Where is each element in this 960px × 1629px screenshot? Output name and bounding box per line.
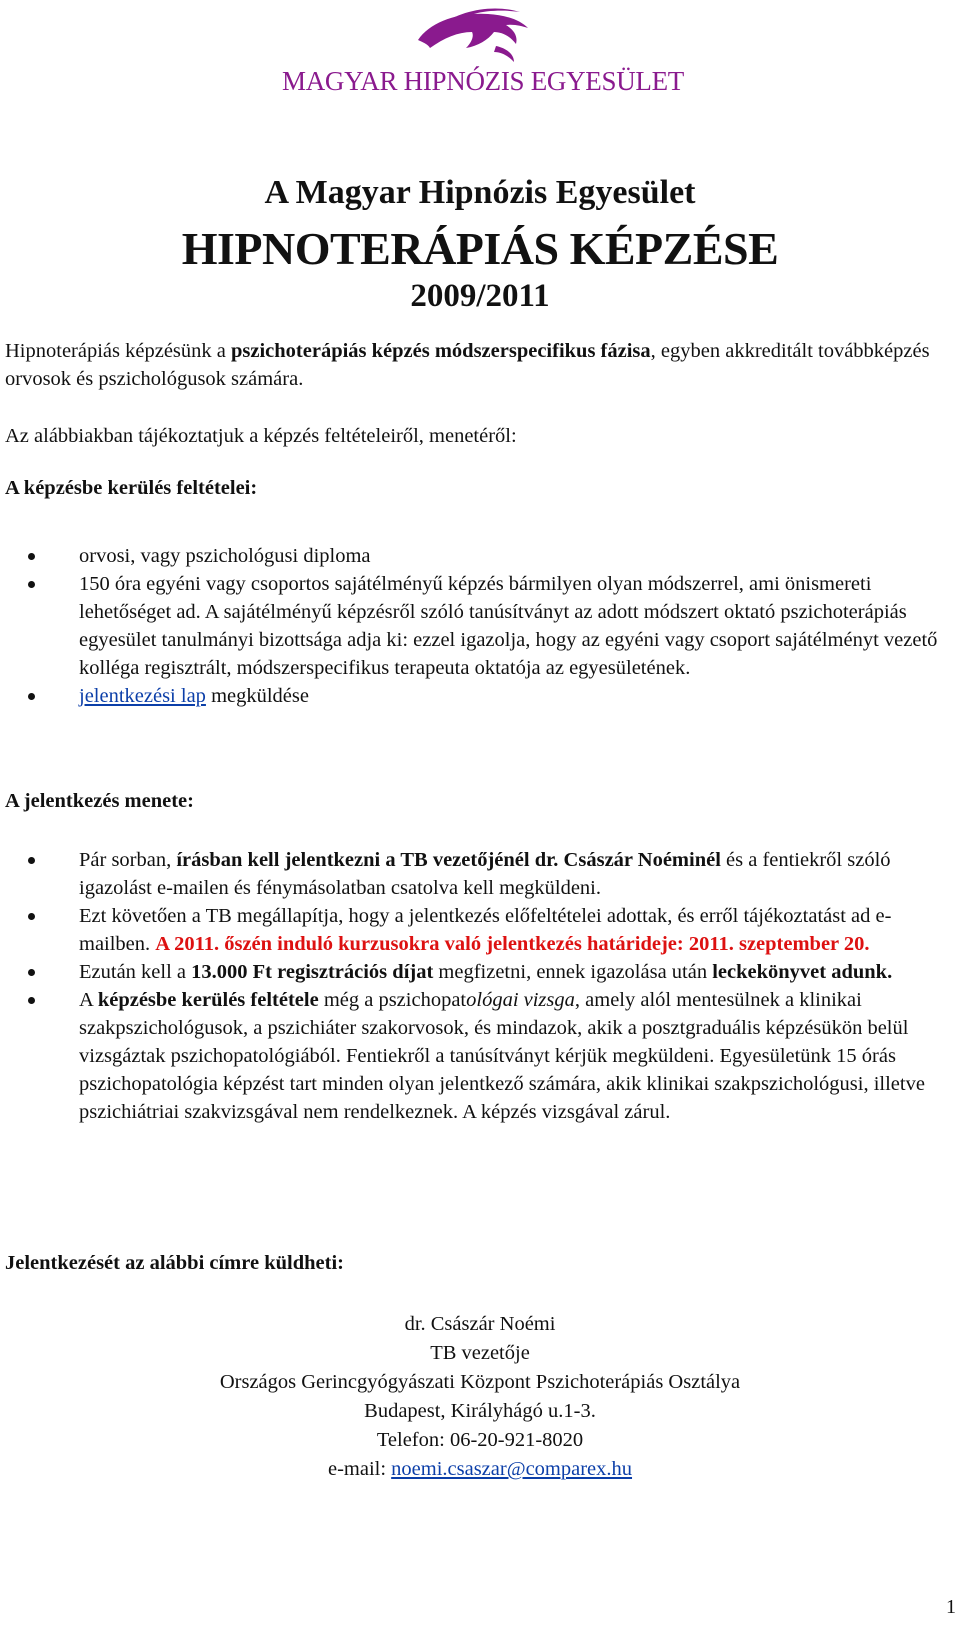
condition-text: orvosi, vagy pszichológusi diploma	[79, 545, 371, 567]
page-number: 1	[946, 1596, 956, 1618]
contact-email-line	[0, 1455, 960, 1484]
logo	[0, 0, 960, 100]
bullet-icon	[28, 693, 35, 700]
contact-city: Budapest, Királyhágó u.1-3.	[364, 1400, 596, 1422]
condition-text: 150 óra egyéni vagy csoportos sajátélményű képzés bármilyen olyan módszerrel, ami önismereti lehetőséget ad. A sajátélményű képzésről szóló tanúsítványt az adott módszert oktató pszichoterápiás egyesület tanulmányi bizottsága adja ki: ezzel igazolja, hogy az egyéni vagy csoport sajátélményt vezető kolléga regisztrált, módszerspecifikus terapeuta oktatója az egyesületének.	[79, 573, 938, 679]
contact-org: Országos Gerincgyógyászati Központ Pszichoterápiás Osztálya	[219, 1371, 741, 1393]
contact-role: TB vezetője	[430, 1342, 530, 1364]
list-item	[0, 570, 956, 682]
list-item	[0, 958, 956, 986]
condition-text: megküldése	[205, 685, 309, 707]
process-bold: leckekönyvet adunk.	[712, 961, 893, 983]
process-text: megfizetni, ennek igazolása után	[433, 961, 713, 983]
process-heading: A jelentkezés menete:	[5, 790, 194, 812]
conditions-list	[0, 542, 956, 710]
registration-form-link[interactable]: jelentkezési lap	[79, 685, 206, 707]
deadline-notice: A 2011. őszén induló kurzusokra való jelentkezés határideje: 2011. szeptember 20.	[155, 933, 870, 955]
intro-text-2: , egyben akkreditált továbbképzés orvosok és pszichológusok számára.	[5, 340, 930, 390]
bullet-icon	[28, 913, 35, 920]
contact-name: dr. Császár Noémi	[404, 1313, 556, 1335]
process-bold: képzésbe kerülés feltétele	[97, 989, 319, 1011]
process-text: Ezután kell a	[79, 961, 192, 983]
process-text: A	[79, 989, 98, 1011]
process-text: még a pszichopat	[318, 989, 467, 1011]
process-list	[0, 846, 956, 1126]
list-item	[0, 986, 956, 1126]
title-year: 2009/2011	[410, 278, 550, 314]
logo-bird-icon	[410, 2, 550, 64]
list-item	[0, 682, 956, 710]
logo-text: MAGYAR HIPNÓZIS EGYESÜLET	[282, 66, 684, 96]
intro-text-1: Hipnoterápiás képzésünk a	[5, 340, 231, 362]
info-line: Az alábbiakban tájékoztatjuk a képzés feltételeiről, menetéről:	[5, 425, 517, 447]
conditions-heading: A képzésbe kerülés feltételei:	[5, 477, 258, 499]
address-heading: Jelentkezését az alábbi címre küldheti:	[5, 1252, 344, 1274]
intro-bold: pszichoterápiás képzés módszerspecifikus fázisa	[231, 340, 651, 362]
bullet-icon	[28, 857, 35, 864]
address-block	[0, 1310, 960, 1484]
process-bold: írásban kell jelentkezni a TB vezetőjénél dr. Császár Noéminél	[176, 849, 721, 871]
list-item	[0, 902, 956, 958]
bullet-icon	[28, 997, 35, 1004]
email-label: e-mail:	[327, 1458, 392, 1480]
title-line-1: A Magyar Hipnózis Egyesület	[264, 174, 696, 211]
list-item	[0, 846, 956, 902]
bullet-icon	[28, 581, 35, 588]
process-italic: ológai vizsga	[466, 989, 575, 1011]
bullet-icon	[28, 553, 35, 560]
process-text: Ezt követően a TB megállapítja, hogy a jelentkezés előfeltételei adottak, és erről tájékoztatást ad e-mailben.	[79, 905, 892, 955]
list-item	[0, 542, 956, 570]
process-text: Pár sorban,	[79, 849, 177, 871]
contact-phone: Telefon: 06-20-921-8020	[376, 1429, 584, 1451]
bullet-icon	[28, 969, 35, 976]
intro-paragraph	[5, 337, 955, 393]
page-title: HIPNOTERÁPIÁS KÉPZÉSE	[181, 223, 779, 274]
email-link[interactable]: noemi.csaszar@comparex.hu	[391, 1458, 633, 1480]
process-text: és a fentiekről szóló igazolást e-mailen és fénymásolatban csatolva kell megküldeni.	[79, 849, 891, 899]
process-bold: 13.000 Ft regisztrációs díjat	[191, 961, 434, 983]
process-text: , amely alól mentesülnek a klinikai szakpszichológusok, a pszichiáter szakorvosok, és mindazok, akik a posztgraduális képzésükön belül vizsgáztak pszichopatológiából. Fentiekről a tanúsítványt kérjük megküldeni. Egyesületünk 15 órás pszichopatológia képzést tart minden olyan jelentkező számára, akik klinikai szakpszichológusi, illetve pszichiátriai szakvizsgával nem rendelkeznek. A képzés vizsgával zárul.	[79, 989, 925, 1123]
